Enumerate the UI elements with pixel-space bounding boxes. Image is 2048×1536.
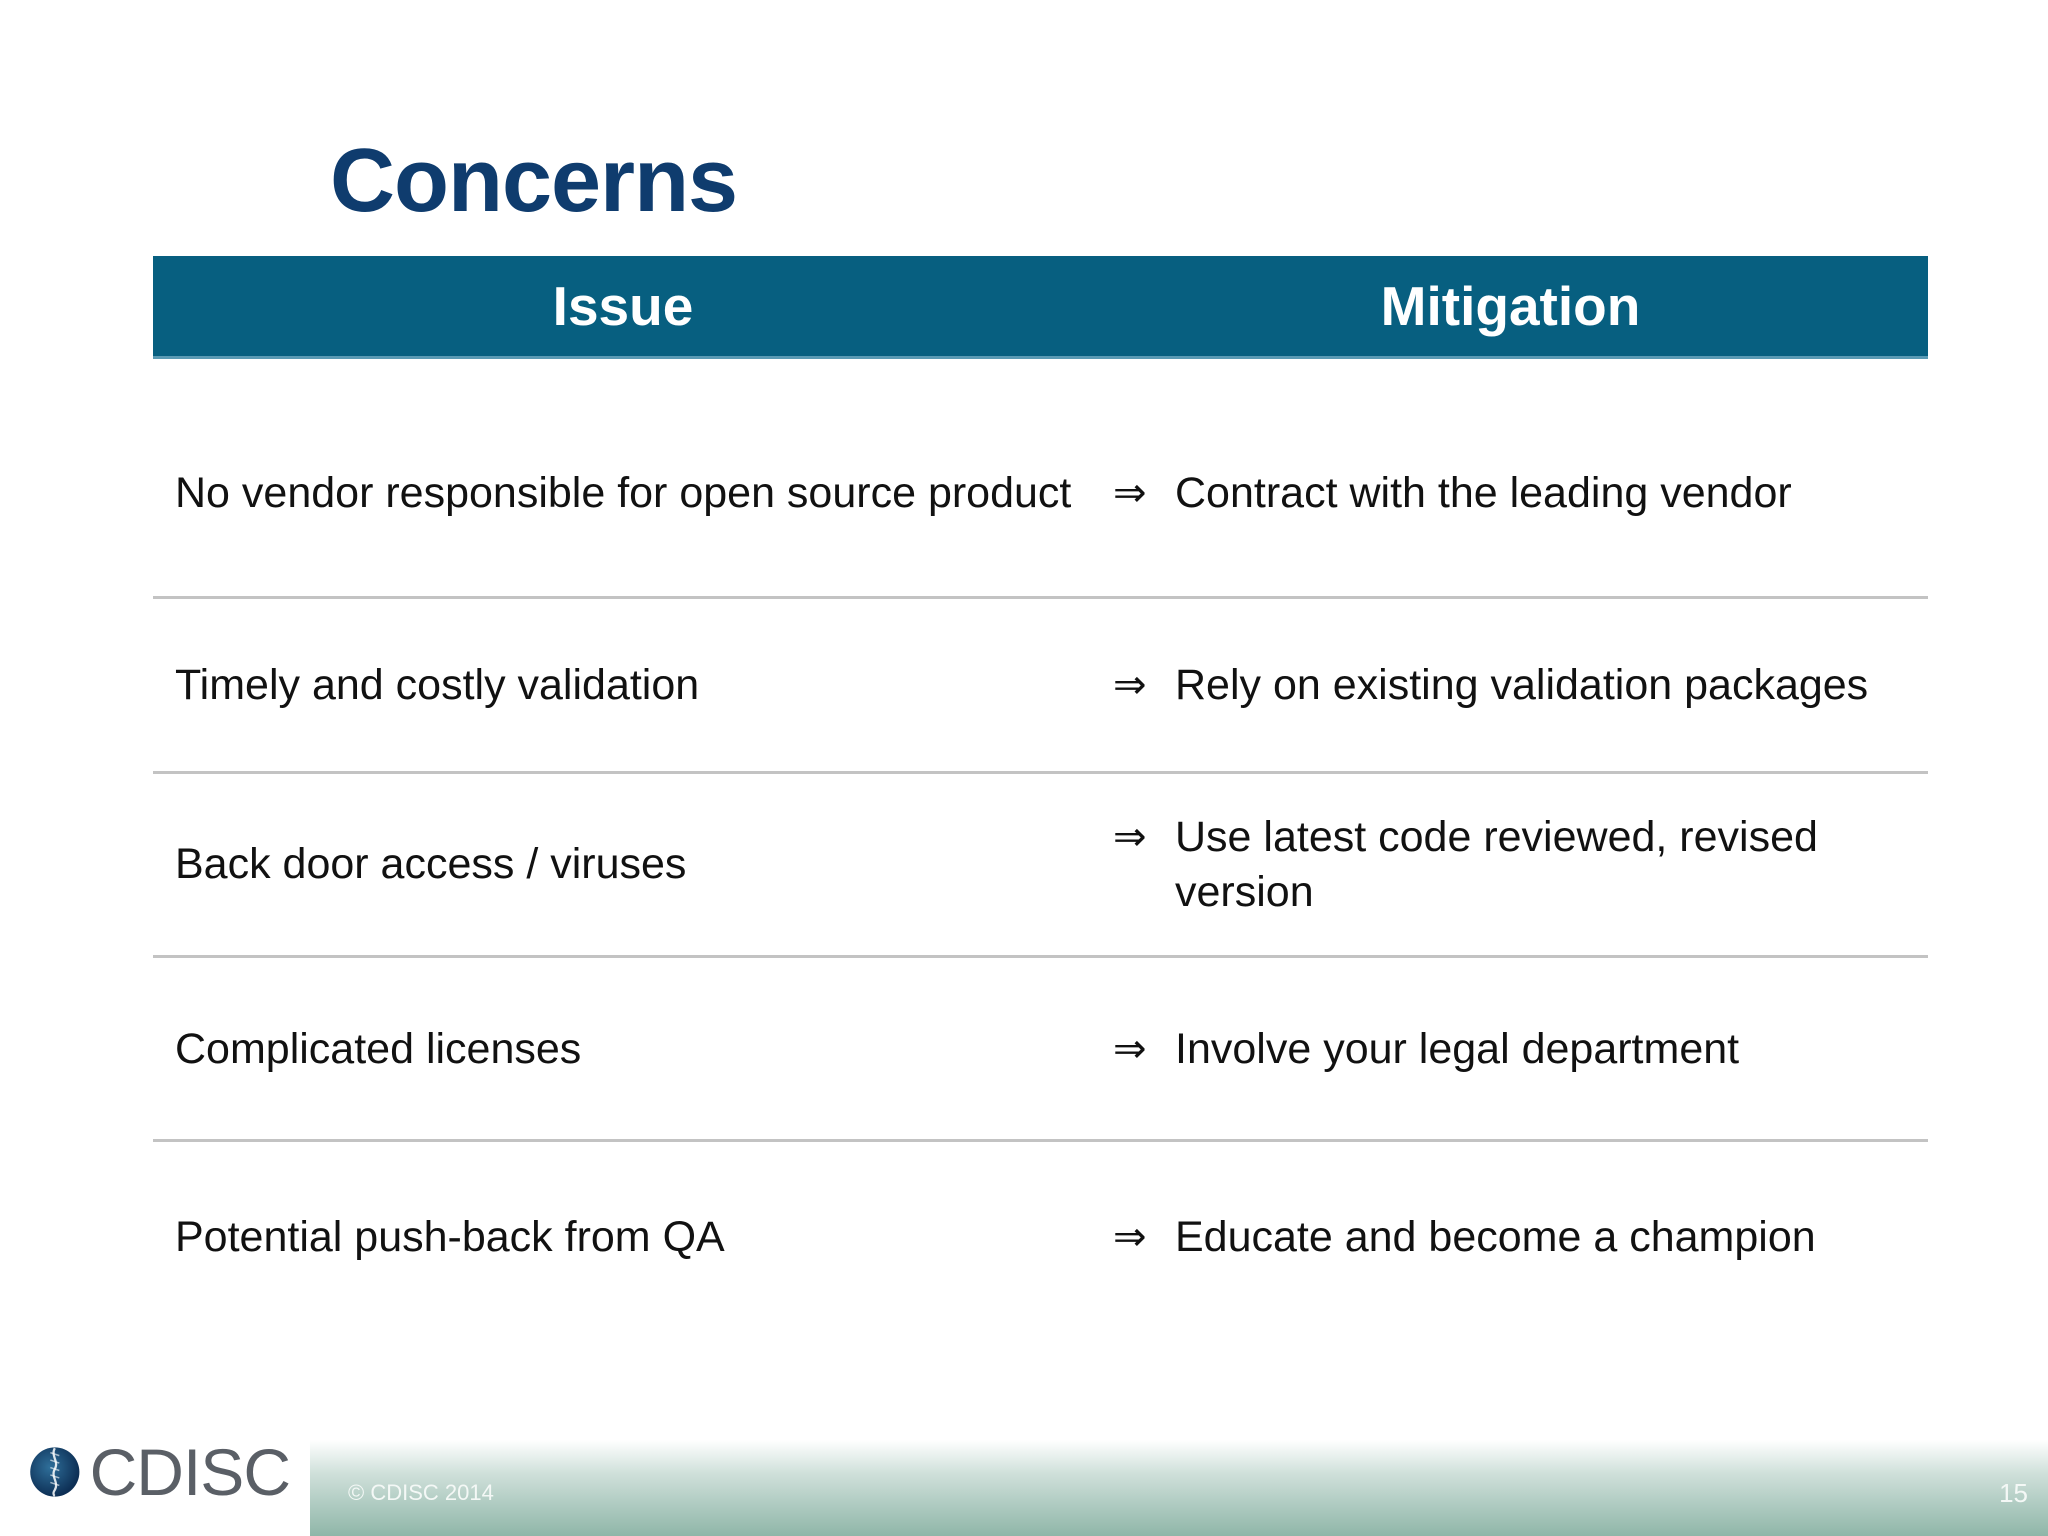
issue-cell: Timely and costly validation — [175, 661, 700, 709]
mitigation-text: Educate and become a champion — [1175, 1212, 1816, 1261]
issue-cell: Potential push-back from QA — [175, 1212, 725, 1261]
table-row — [153, 390, 1928, 596]
implies-arrow-icon: ⇒ — [1113, 662, 1147, 708]
implies-arrow-icon: ⇒ — [1113, 813, 1147, 860]
issue-cell: Complicated licenses — [175, 1024, 582, 1073]
cdisc-logo — [28, 1432, 290, 1512]
slide-title: Concerns — [330, 131, 738, 231]
table-row — [153, 774, 1928, 955]
issue-cell: No vendor responsible for open source product — [175, 468, 1072, 517]
mitigation-cell — [1113, 774, 1923, 955]
issue-column-header: Issue — [552, 275, 694, 337]
table-row — [153, 958, 1928, 1140]
table-header — [153, 256, 1928, 359]
cdisc-helix-logo-icon — [28, 1436, 82, 1508]
mitigation-text: Involve your legal department — [1175, 1024, 1740, 1073]
implies-arrow-icon: ⇒ — [1113, 1025, 1147, 1072]
mitigation-text: Rely on existing validation packages — [1175, 661, 1869, 709]
mitigation-cell — [1113, 599, 1923, 772]
implies-arrow-icon: ⇒ — [1113, 1213, 1147, 1260]
implies-arrow-icon: ⇒ — [1113, 469, 1147, 516]
mitigation-cell — [1113, 958, 1923, 1140]
mitigation-column-header: Mitigation — [1380, 275, 1641, 337]
footer-bar — [310, 1440, 2048, 1536]
issue-cell: Back door access / viruses — [175, 840, 687, 888]
page-number: 15 — [1999, 1478, 2028, 1508]
logo-wordmark: CDISC — [89, 1435, 290, 1509]
table-row — [153, 599, 1928, 772]
copyright-text: © CDISC 2014 — [348, 1480, 494, 1505]
mitigation-text: Use latest code reviewed, revised version — [1175, 812, 1818, 916]
mitigation-text: Contract with the leading vendor — [1175, 468, 1792, 517]
mitigation-cell — [1113, 1142, 1923, 1332]
mitigation-cell — [1113, 390, 1923, 596]
table-row — [153, 1142, 1928, 1332]
